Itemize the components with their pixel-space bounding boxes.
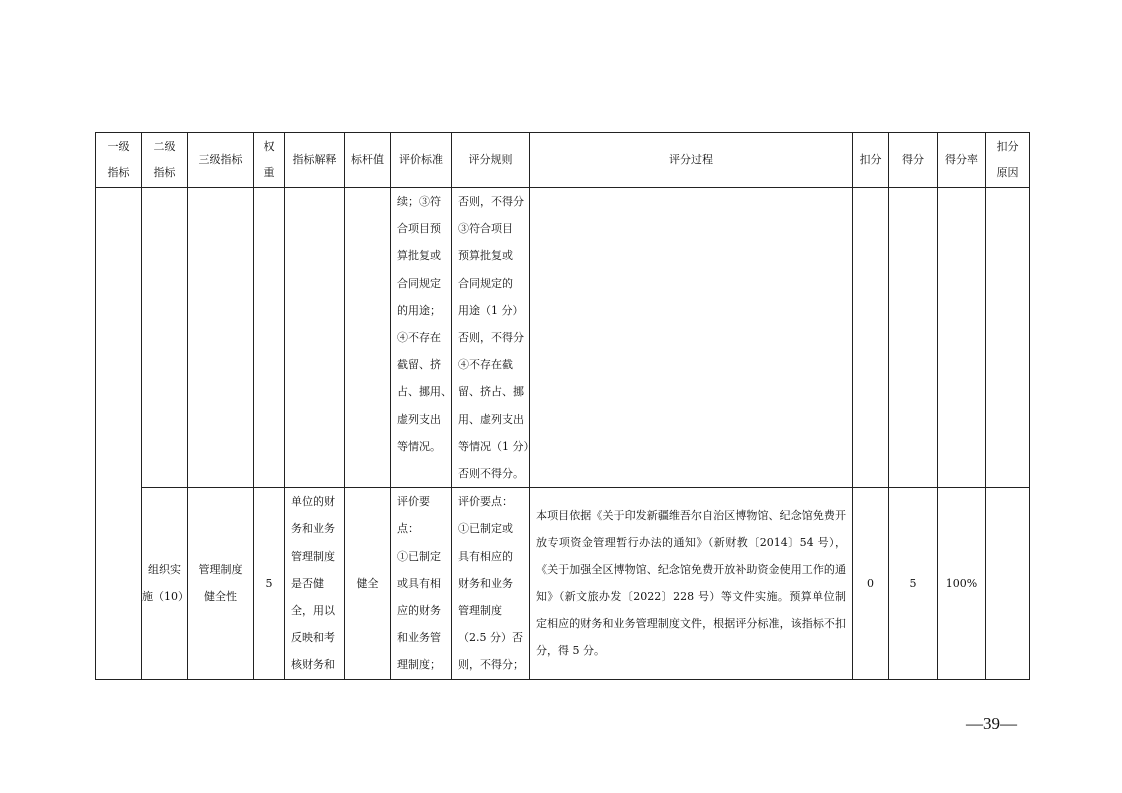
cell-text-line: 合同规定: [397, 276, 441, 290]
rule-cell: [452, 488, 530, 679]
cell-text-line: 财务和业务: [458, 576, 513, 590]
header-level2: 二级 指标: [142, 133, 188, 188]
process-cell: [530, 188, 853, 488]
cell-text-line: 是否健: [291, 576, 324, 590]
cell-text-line: ④不存在截: [458, 358, 513, 372]
cell-text-line: 留、挤占、挪: [458, 385, 524, 399]
level1-cell: [96, 188, 142, 680]
cell-text-line: 务和业务: [291, 522, 335, 536]
cell-text-line: 预算批复或: [458, 249, 513, 263]
process-text: 本项目依据《关于印发新疆维吾尔自治区博物馆、纪念馆免费开放专项资金管理暂行办法的通知》（新财教〔2014〕54 号），《关于加强全区博物馆、纪念馆免费开放补助资金使用工作的通知》（新文旅办发〔2022〕228 号）等文件实施。预算单位制定相应的财务和业务管理制度文件，根据评分标准，该指标不扣分，得 5 分。: [536, 509, 846, 658]
header-rule: 评分规则: [452, 133, 530, 188]
level3-cell: [188, 188, 254, 488]
rule-cell: [452, 188, 535, 488]
weight-cell: [254, 188, 285, 488]
cell-text-line: 截留、挤: [397, 358, 441, 372]
header-level3: 三级指标: [188, 133, 254, 188]
cell-text-line: 合同规定的: [458, 276, 513, 290]
standard-cell: [391, 188, 452, 488]
table-row: [96, 488, 1030, 679]
header-weight: 权 重: [254, 133, 285, 188]
table-row: [96, 188, 1030, 488]
level2-cell: [142, 488, 188, 679]
header-rate: 得分率: [938, 133, 986, 188]
header-reason: 扣分 原因: [986, 133, 1030, 188]
cell-text-line: 单位的财: [291, 495, 335, 509]
cell-text-line: 反映和考: [291, 631, 335, 645]
cell-text-line: 算批复或: [397, 249, 441, 263]
cell-text-line: 等情况。: [397, 439, 441, 453]
cell-text-line: 具有相应的: [458, 549, 513, 563]
cell-text-line: 合项目预: [397, 222, 441, 236]
cell-text-line: 的用途；: [397, 303, 441, 317]
evaluation-table: [95, 132, 1030, 680]
cell-text-line: 否则，不得分: [458, 331, 524, 345]
header-process: 评分过程: [530, 133, 853, 188]
level2-cell: [142, 188, 188, 488]
cell-text-line: 核财务和: [291, 658, 335, 672]
cell-text-line: 管理制度: [458, 604, 502, 618]
header-score: 得分: [889, 133, 938, 188]
deduct-cell: 0: [853, 488, 889, 679]
cell-text-line: 用途（1 分）: [458, 303, 524, 317]
weight-cell: 5: [254, 488, 285, 679]
rate-cell: 100%: [938, 488, 986, 679]
cell-text-line: ①已制定: [397, 549, 441, 563]
cell-text-line: 应的财务: [397, 604, 441, 618]
benchmark-cell: [345, 188, 391, 488]
level3-cell: [188, 488, 254, 679]
standard-cell: [391, 488, 452, 679]
explanation-cell: [285, 488, 345, 679]
header-standard: 评价标准: [391, 133, 452, 188]
cell-text-line: 健全性: [204, 590, 237, 604]
cell-text-line: 则，不得分；: [458, 658, 524, 672]
header-level1: 一级 指标: [96, 133, 142, 188]
cell-text-line: 组织实: [148, 563, 181, 577]
cell-text-line: ④不存在: [397, 331, 441, 345]
score-cell: [889, 188, 938, 488]
cell-text-line: 否则不得分。: [458, 467, 524, 481]
cell-text-line: 施（10）: [142, 590, 189, 604]
cell-text-line: 续；③符: [397, 195, 441, 208]
cell-text-line: 或具有相: [397, 576, 441, 590]
page-number: —39—: [966, 714, 1017, 733]
header-row: [96, 133, 1030, 188]
cell-text-line: 用、虚列支出: [458, 412, 524, 426]
reason-cell: [986, 488, 1030, 679]
rate-cell: [938, 188, 986, 488]
cell-text-line: 管理制度: [198, 563, 243, 577]
cell-text-line: 否则，不得分: [458, 195, 524, 208]
header-deduct: 扣分: [853, 133, 889, 188]
explanation-cell: [285, 188, 345, 488]
cell-text-line: 占、挪用、: [397, 385, 452, 399]
cell-text-line: 评价要点：: [458, 495, 513, 509]
cell-text-line: 等情况（1 分）: [458, 439, 535, 453]
score-cell: 5: [889, 488, 938, 679]
header-explanation: 指标解释: [285, 133, 345, 188]
cell-text-line: ①已制定或: [458, 522, 513, 536]
deduct-cell: [853, 188, 889, 488]
cell-text-line: 虚列支出: [397, 412, 441, 426]
benchmark-cell: 健全: [345, 488, 391, 679]
cell-text-line: 管理制度: [291, 549, 335, 563]
cell-text-line: 评价要: [397, 495, 430, 509]
cell-text-line: 点：: [397, 522, 419, 536]
cell-text-line: 全，用以: [291, 604, 335, 618]
cell-text-line: 理制度；: [397, 658, 441, 672]
process-cell: [530, 488, 853, 679]
header-benchmark: 标杆值: [345, 133, 391, 188]
cell-text-line: 和业务管: [397, 631, 441, 645]
cell-text-line: （2.5 分）否: [458, 631, 523, 645]
cell-text-line: ③符合项目: [458, 222, 513, 236]
reason-cell: [986, 188, 1030, 488]
